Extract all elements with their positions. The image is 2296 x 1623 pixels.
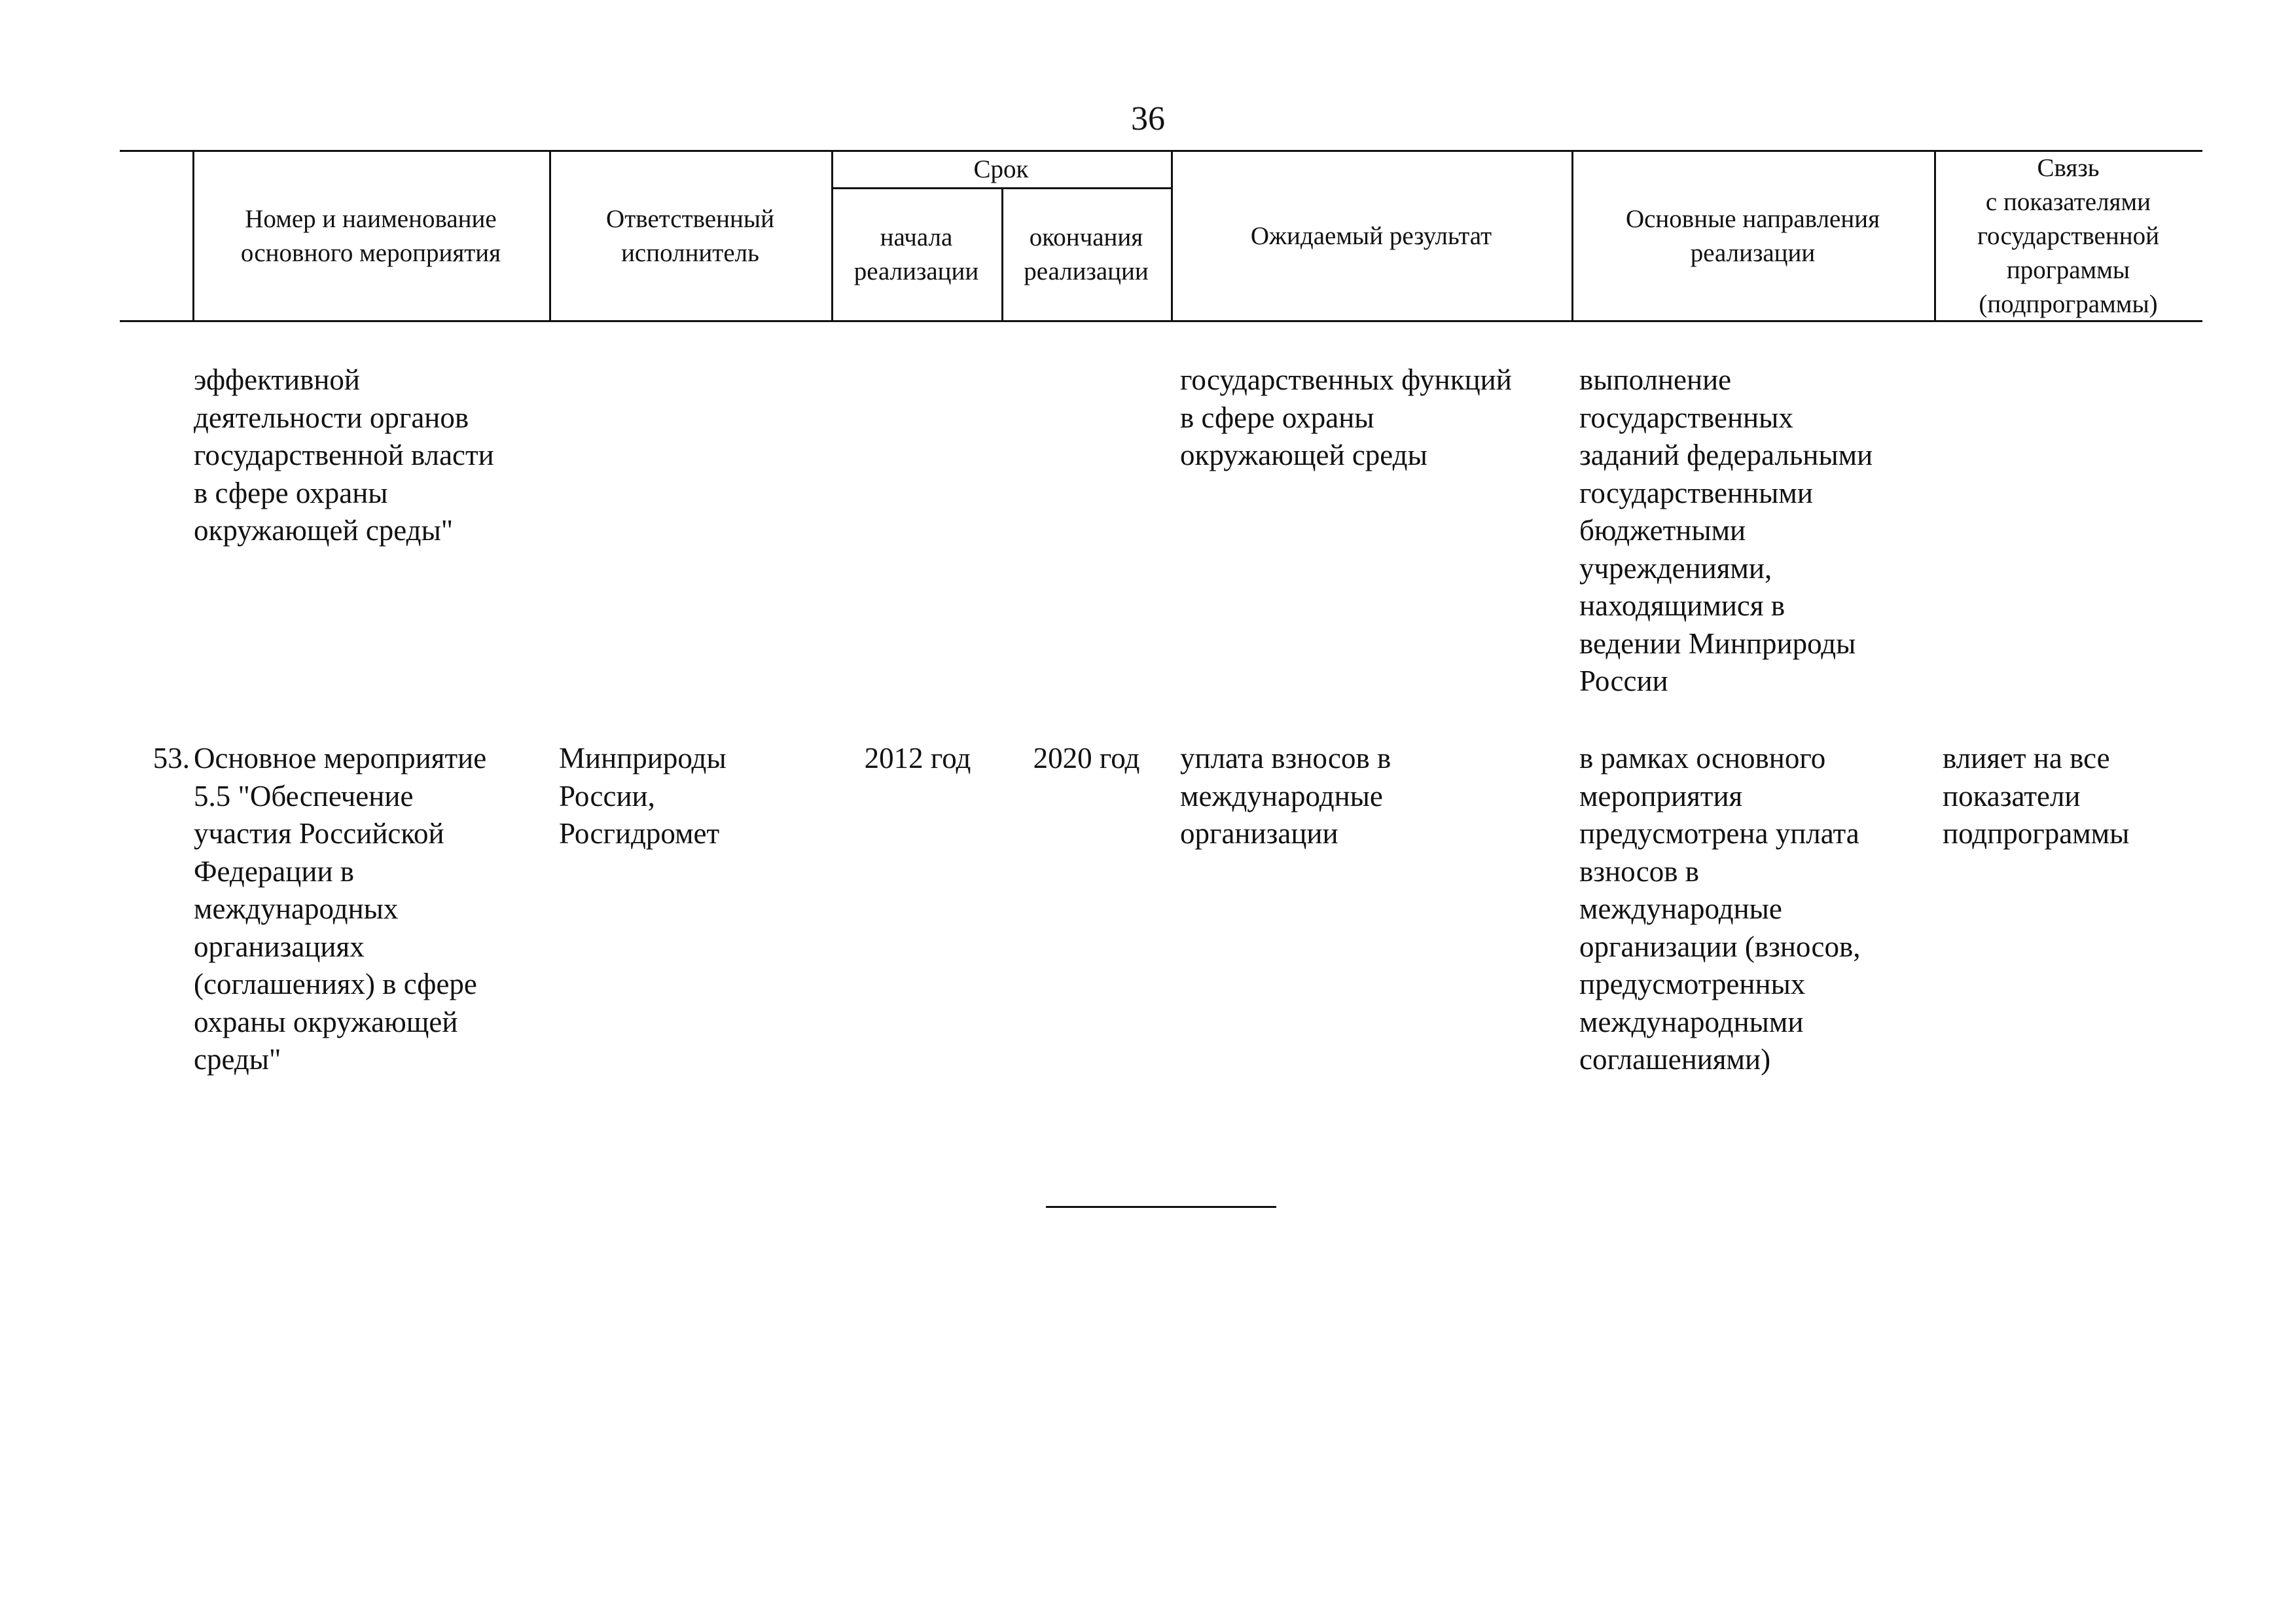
row-start: 2012 год [864, 742, 971, 775]
header-term: Срок [973, 155, 1029, 183]
row-name: Основное мероприятие 5.5 "Обеспечение участия Российской Федерации в международных организациях (соглашениях) в сфере охраны окружающей среды" [194, 742, 487, 1076]
header-name: Номер и наименование основного мероприятия [240, 204, 501, 267]
page-number: 36 [1131, 100, 1165, 137]
row-link: влияет на все показатели подпрограммы [1943, 742, 2130, 850]
row-number: 53. [152, 742, 190, 775]
header-end: окончания реализации [1024, 223, 1149, 285]
row-name: эффективной деятельности органов государственной власти в сфере охраны окружающей среды" [194, 363, 494, 547]
header-link: Связь с показателями государственной программы (подпрограммы) [1977, 153, 2159, 318]
row-directions: в рамках основного мероприятия предусмотрена уплата взносов в международные организации (взносов, предусмотренных международными соглашениями) [1579, 742, 1861, 1076]
row-executor: Минприроды России, Росгидромет [559, 742, 726, 850]
header-directions: Основные направления реализации [1625, 204, 1880, 267]
table-header [120, 150, 2202, 322]
header-start: начала реализации [853, 223, 979, 285]
row-result: уплата взносов в международные организации [1180, 742, 1391, 850]
end-rule [1046, 1206, 1276, 1208]
row-result: государственных функций в сфере охраны окружающей среды [1180, 363, 1512, 471]
row-end: 2020 год [1033, 742, 1140, 775]
header-executor: Ответственный исполнитель [606, 204, 774, 267]
header-result: Ожидаемый результат [1250, 221, 1492, 250]
row-directions: выполнение государственных заданий федеральными государственными бюджетными учреждениями, находящимися в ведении Минприроды России [1579, 363, 1873, 697]
